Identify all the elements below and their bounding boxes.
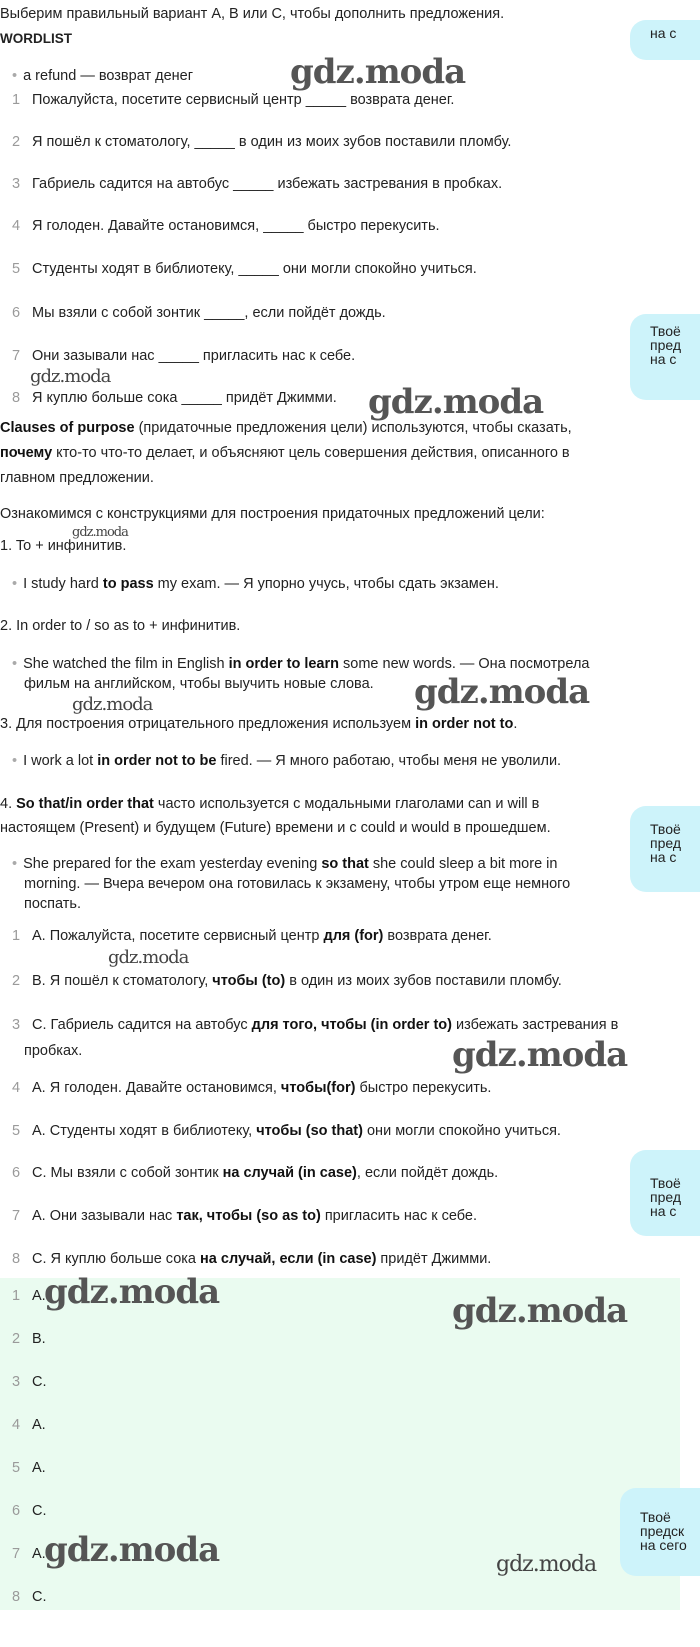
watermark: gdz.moda [452, 1291, 628, 1331]
watermark: gdz.moda [72, 525, 128, 540]
answer-key-item: 2 B. [12, 1331, 46, 1347]
watermark: gdz.moda [30, 366, 111, 387]
rule-example: • I study hard to pass my exam. — Я упорно учусь, чтобы сдать экзамен. [12, 576, 499, 592]
watermark: gdz.moda [290, 52, 466, 92]
theory-line: почему кто-то что-то делает, и объясняют цель совершения действия, описанного в [0, 445, 570, 461]
answer-key-item: 1 A. [12, 1288, 46, 1304]
rule-heading: 2. In order to / so as to + инфинитив. [0, 618, 241, 634]
exercise-item: 6 Мы взяли с собой зонтик _____, если пойдёт дождь. [12, 305, 386, 321]
answer-key-item: 6 C. [12, 1503, 47, 1519]
rule-example: • She prepared for the exam yesterday evening so that she could sleep a bit more in [12, 856, 558, 872]
exercise-item: 4 Я голоден. Давайте остановимся, _____ быстро перекусить. [12, 218, 440, 234]
watermark: gdz.moda [452, 1035, 628, 1075]
watermark: gdz.moda [44, 1272, 220, 1312]
promo-bubble[interactable]: Твоё пред на с [630, 314, 700, 400]
rule-heading: 1. To + инфинитив. [0, 538, 127, 554]
answer-item-cont: пробках. [24, 1043, 83, 1059]
answer-key-item: 5 A. [12, 1460, 46, 1476]
wordlist-title: WORDLIST [0, 31, 72, 46]
answer-item: 7 A. Они зазывали нас так, чтобы (so as to) пригласить нас к себе. [12, 1208, 478, 1224]
answer-item: 5 A. Студенты ходят в библиотеку, чтобы (so that) они могли спокойно учиться. [12, 1123, 561, 1139]
watermark: gdz.moda [108, 947, 189, 968]
exercise-item: 3 Габриель садится на автобус _____ избежать застревания в пробках. [12, 176, 503, 192]
watermark: gdz.moda [414, 672, 590, 712]
watermark: gdz.moda [496, 1552, 597, 1577]
rule-example-cont: поспать. [24, 896, 81, 912]
answer-key-item: 4 A. [12, 1417, 46, 1433]
instruction: Выберим правильный вариант A, B или C, чтобы дополнить предложения. [0, 6, 505, 22]
exercise-item: 1 Пожалуйста, посетите сервисный центр _____ возврата денег. [12, 92, 455, 108]
answer-item: 1 A. Пожалуйста, посетите сервисный центр для (for) возврата денег. [12, 928, 492, 944]
exercise-item: 5 Студенты ходят в библиотеку, _____ они могли спокойно учиться. [12, 261, 477, 277]
rule-heading-cont: настоящем (Present) и будущем (Future) времени и с could и would в прошедшем. [0, 820, 551, 836]
answer-item: 3 C. Габриель садится на автобус для того, чтобы (in order to) избежать застревания в [12, 1017, 619, 1033]
exercise-item: 7 Они зазывали нас _____ пригласить нас к себе. [12, 348, 356, 364]
answer-key-item: 7 A. [12, 1546, 46, 1562]
exercise-item: 8 Я куплю больше сока _____ придёт Джимми. [12, 390, 337, 406]
rule-heading: 4. So that/in order that часто используется с модальными глаголами can и will в [0, 796, 540, 812]
watermark: gdz.moda [72, 694, 153, 715]
answer-key-item: 3 C. [12, 1374, 47, 1390]
rule-heading: 3. Для построения отрицательного предложения используем in order not to. [0, 716, 518, 732]
rule-example-cont: фильм на английском, чтобы выучить новые слова. [24, 676, 374, 692]
promo-bubble[interactable]: Твоё предск на сего [620, 1488, 700, 1576]
theory-line: Clauses of purpose (придаточные предложения цели) используются, чтобы сказать, [0, 420, 572, 436]
answer-item: 2 B. Я пошёл к стоматологу, чтобы (to) в один из моих зубов поставили пломбу. [12, 973, 562, 989]
rule-example: • She watched the film in English in order to learn some new words. — Она посмотрела [12, 656, 590, 672]
watermark: gdz.moda [44, 1530, 220, 1570]
wordlist-item: • a refund — возврат денег [12, 68, 193, 84]
answer-item: 6 C. Мы взяли с собой зонтик на случай (in case), если пойдёт дождь. [12, 1165, 499, 1181]
answer-key-item: 8 C. [12, 1589, 47, 1605]
promo-bubble[interactable]: Твоё пред на с [630, 1150, 700, 1236]
theory-line: главном предложении. [0, 470, 154, 486]
answer-item: 4 A. Я голоден. Давайте остановимся, чтобы(for) быстро перекусить. [12, 1080, 492, 1096]
exercise-item: 2 Я пошёл к стоматологу, _____ в один из моих зубов поставили пломбу. [12, 134, 512, 150]
promo-bubble[interactable]: Твоё пред на с [630, 806, 700, 892]
rule-example-cont: morning. — Вчера вечером она готовилась к экзамену, чтобы утром еще немного [24, 876, 571, 892]
rule-example: • I work a lot in order not to be fired. — Я много работаю, чтобы меня не уволили. [12, 753, 562, 769]
promo-bubble[interactable]: на с [630, 20, 700, 60]
answer-item: 8 C. Я куплю больше сока на случай, если (in case) придёт Джимми. [12, 1251, 492, 1267]
watermark: gdz.moda [368, 382, 544, 422]
theory-line: Ознакомимся с конструкциями для построения придаточных предложений цели: [0, 506, 545, 522]
